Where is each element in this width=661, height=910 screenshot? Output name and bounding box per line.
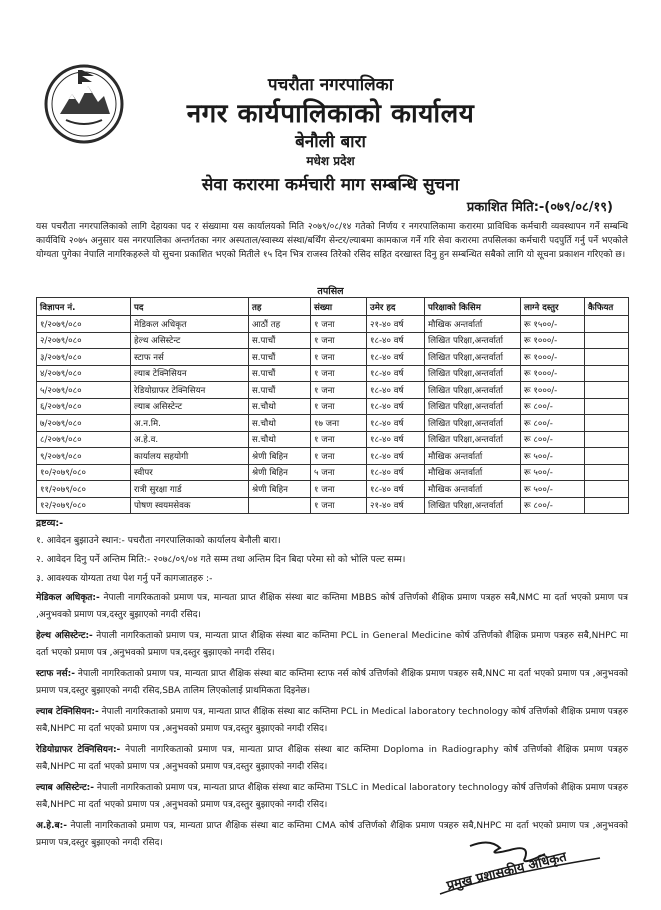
cell-exam-type: मौखिक अन्तर्वार्ता bbox=[425, 464, 521, 481]
col-header-count: संख्या bbox=[311, 298, 367, 316]
cell-remarks bbox=[585, 481, 629, 498]
requirement-text: नेपाली नागरिकताको प्रमाण पत्र, मान्यता प्राप्त शैक्षिक संस्था बाट कम्तिमा PCL in Medical laboratory technology कोर्ष उत्तिर्णको शैक्षिक प्रमाण पत्रहरु सबै,NHPC मा दर्ता भएको प्रमाण पत्र ,अनुभवको प्रमाण पत्र,दस्तुर बुझाएको नगदी रसिद। bbox=[36, 707, 628, 734]
table-row bbox=[37, 316, 629, 333]
cell-ad-no: १/२०७९/०८० bbox=[37, 316, 131, 333]
cell-ad-no: १२/२०७९/०८० bbox=[37, 497, 131, 514]
requirement-post: अ.हे.ब:- bbox=[36, 821, 67, 831]
col-header-fee: लाग्ने दस्तुर bbox=[521, 298, 585, 316]
cell-post: स्टाफ नर्स bbox=[131, 349, 249, 366]
cell-level: स.चौथो bbox=[249, 415, 311, 432]
cell-count: १ जना bbox=[311, 382, 367, 399]
cell-age: १८-४० वर्ष bbox=[367, 481, 425, 498]
cell-post: मेडिकल अधिकृत bbox=[131, 316, 249, 333]
requirement-post: स्टाफ नर्स:- bbox=[36, 669, 75, 679]
cell-exam-type: लिखित परिक्षा,अन्तर्वार्ता bbox=[425, 332, 521, 349]
table-row bbox=[37, 464, 629, 481]
requirements-list bbox=[36, 590, 628, 852]
cell-post: अ.हे.व. bbox=[131, 431, 249, 448]
cell-ad-no: ३/२०७९/०८० bbox=[37, 349, 131, 366]
documents-heading: ३. आवश्यक योग्यता तथा पेश गर्नु पर्ने कागजातहरु :- bbox=[36, 573, 213, 584]
cell-fee: रू १०००/- bbox=[521, 349, 585, 366]
office-location: बेनौली बारा bbox=[295, 132, 366, 152]
cell-count: १ जना bbox=[311, 497, 367, 514]
cell-level: स.पाचौं bbox=[249, 332, 311, 349]
cell-level bbox=[249, 497, 311, 514]
table-row bbox=[37, 332, 629, 349]
cell-ad-no: ५/२०७९/०८० bbox=[37, 382, 131, 399]
cell-count: ५ जना bbox=[311, 464, 367, 481]
cell-level: श्रेणी बिहिन bbox=[249, 481, 311, 498]
cell-exam-type: मौखिक अन्तर्वार्ता bbox=[425, 481, 521, 498]
cell-post: कार्यालय सहयोगी bbox=[131, 448, 249, 465]
cell-ad-no: २/२०७९/०८० bbox=[37, 332, 131, 349]
cell-count: १ जना bbox=[311, 448, 367, 465]
cell-post: पोषण स्वयमसेवक bbox=[131, 497, 249, 514]
cell-age: २१-४० वर्ष bbox=[367, 316, 425, 333]
col-header-level: तह bbox=[249, 298, 311, 316]
requirement-text: नेपाली नागरिकताको प्रमाण पत्र, मान्यता प्राप्त शैक्षिक संस्था बाट कम्तिमा PCL in General Medicine कोर्ष उत्तिर्णको शैक्षिक प्रमाण पत्रहरु सबै,NHPC मा दर्ता भएको प्रमाण पत्र ,अनुभवको प्रमाण पत्र,दस्तुर बुझाएको नगदी रसिद। bbox=[36, 631, 628, 658]
requirement-post: ल्याब असिस्टेन्ट:- bbox=[36, 783, 94, 793]
cell-level: स.पाचौं bbox=[249, 382, 311, 399]
officer-signature bbox=[430, 836, 615, 898]
cell-level: स.पाचौं bbox=[249, 349, 311, 366]
cell-remarks bbox=[585, 316, 629, 333]
requirement-text: नेपाली नागरिकताको प्रमाण पत्र, मान्यता प्राप्त शैक्षिक संस्था बाट कम्तिमा Doploma in Radiography कोर्ष उत्तिर्णको शैक्षिक प्रमाण पत्रहरु सबै,NHPC मा दर्ता भएको प्रमाण पत्र ,अनुभवको प्रमाण पत्र,दस्तुर बुझाएको नगदी रसिद। bbox=[36, 745, 628, 772]
cell-count: १ जना bbox=[311, 398, 367, 415]
table-row bbox=[37, 415, 629, 432]
notes-heading: द्रष्टव्य:- bbox=[36, 518, 64, 529]
cell-ad-no: ४/२०७९/०८० bbox=[37, 365, 131, 382]
requirement-item bbox=[36, 742, 628, 776]
table-row bbox=[37, 448, 629, 465]
cell-fee: रू ५००/- bbox=[521, 448, 585, 465]
cell-fee: रू ५००/- bbox=[521, 481, 585, 498]
table-row bbox=[37, 497, 629, 514]
col-header-age: उमेर हद bbox=[367, 298, 425, 316]
vacancy-table bbox=[36, 297, 629, 514]
cell-ad-no: ६/२०७९/०८० bbox=[37, 398, 131, 415]
cell-fee: रू १०००/- bbox=[521, 332, 585, 349]
cell-ad-no: ८/२०७९/०८० bbox=[37, 431, 131, 448]
requirement-post: रेडियोग्राफर टेक्निसियन:- bbox=[36, 745, 121, 755]
table-row bbox=[37, 349, 629, 366]
cell-remarks bbox=[585, 448, 629, 465]
cell-level: स.चौथो bbox=[249, 431, 311, 448]
col-header-exam-type: परिक्षाको किसिम bbox=[425, 298, 521, 316]
table-row bbox=[37, 398, 629, 415]
published-date: प्रकाशित मिति:-(०७९/०८/१९) bbox=[466, 200, 613, 215]
requirement-item bbox=[36, 780, 628, 814]
table-body bbox=[37, 316, 629, 514]
cell-count: १ जना bbox=[311, 431, 367, 448]
svg-text:प्रमुख प्रशासकीय अधिकृत: प्रमुख प्रशासकीय अधिकृत bbox=[445, 849, 569, 894]
cell-exam-type: मौखिक अन्तर्वार्ता bbox=[425, 448, 521, 465]
deadline: २. आवेदन दिनु पर्ने अन्तिम मिति:- २०७८/०९/०४ गते सम्म तथा अन्तिम दिन बिदा परेमा सो को भोलि पल्ट सम्म। bbox=[36, 554, 406, 565]
cell-count: १ जना bbox=[311, 332, 367, 349]
notice-title: सेवा करारमा कर्मचारी माग सम्बन्धि सुचना bbox=[201, 175, 460, 195]
cell-ad-no: ११/२०७९/०८० bbox=[37, 481, 131, 498]
cell-exam-type: लिखित परिक्षा,अन्तर्वार्ता bbox=[425, 431, 521, 448]
cell-age: १८-४० वर्ष bbox=[367, 448, 425, 465]
cell-fee: रू ५००/- bbox=[521, 464, 585, 481]
province-name: मधेश प्रदेश bbox=[306, 154, 355, 168]
cell-level: स.पाचौं bbox=[249, 365, 311, 382]
cell-age: २१-४० वर्ष bbox=[367, 497, 425, 514]
cell-remarks bbox=[585, 349, 629, 366]
requirement-item bbox=[36, 590, 628, 624]
cell-remarks bbox=[585, 365, 629, 382]
cell-post: रात्री सुरक्षा गार्ड bbox=[131, 481, 249, 498]
cell-post: ल्याब असिस्टेन्ट bbox=[131, 398, 249, 415]
cell-exam-type: लिखित परिक्षा,अन्तर्वार्ता bbox=[425, 349, 521, 366]
requirement-text: नेपाली नागरिकताको प्रमाण पत्र, मान्यता प्राप्त शैक्षिक संस्था बाट कम्तिमा TSLC in Medical laboratory technology कोर्ष उत्तिर्णको शैक्षिक प्रमाण पत्रहरु सबै,NHPC मा दर्ता भएको प्रमाण पत्र ,अनुभवको प्रमाण पत्र,दस्तुर बुझाएको नगदी रसिद। bbox=[36, 783, 628, 810]
cell-age: १८-४० वर्ष bbox=[367, 349, 425, 366]
cell-age: १८-४० वर्ष bbox=[367, 365, 425, 382]
cell-remarks bbox=[585, 415, 629, 432]
cell-fee: रू १०००/- bbox=[521, 365, 585, 382]
cell-remarks bbox=[585, 497, 629, 514]
cell-post: हेल्थ असिस्टेन्ट bbox=[131, 332, 249, 349]
col-header-post: पद bbox=[131, 298, 249, 316]
cell-exam-type: लिखित परिक्षा,अन्तर्वार्ता bbox=[425, 415, 521, 432]
requirement-item bbox=[36, 628, 628, 662]
cell-age: १८-४० वर्ष bbox=[367, 464, 425, 481]
cell-ad-no: ७/२०७९/०८० bbox=[37, 415, 131, 432]
cell-exam-type: लिखित परिक्षा,अन्तर्वार्ता bbox=[425, 398, 521, 415]
table-caption: तपसिल bbox=[317, 286, 344, 297]
cell-fee: रू ८००/- bbox=[521, 497, 585, 514]
requirement-text: नेपाली नागरिकताको प्रमाण पत्र, मान्यता प्राप्त शैक्षिक संस्था बाट कम्तिमा CMA कोर्ष उत्तिर्णको शैक्षिक प्रमाण पत्रहरु सबै,NHPC मा दर्ता भएको प्रमाण पत्र ,अनुभवको प्रमाण पत्र,दस्तुर बुझाएको नगदी रसिद। bbox=[36, 821, 628, 848]
requirement-text: नेपाली नागरिकताको प्रमाण पत्र, मान्यता प्राप्त शैक्षिक संस्था बाट कम्तिमा स्टाफ नर्स कोर्ष उत्तिर्णको शैक्षिक प्रमाण पत्रहरु सबै,NNC मा दर्ता भएको प्रमाण पत्र ,अनुभवको प्रमाण पत्र,दस्तुर बुझाएको नगदी रसिद,SBA तालिम लिएकोलाई प्राथमिकता दिइनेछ। bbox=[36, 669, 628, 696]
cell-age: १८-४० वर्ष bbox=[367, 398, 425, 415]
table-row bbox=[37, 382, 629, 399]
cell-level: स.चौथो bbox=[249, 398, 311, 415]
requirement-item bbox=[36, 704, 628, 738]
cell-age: १८-४० वर्ष bbox=[367, 431, 425, 448]
table-row bbox=[37, 481, 629, 498]
cell-age: १८-४० वर्ष bbox=[367, 382, 425, 399]
cell-level: श्रेणी बिहिन bbox=[249, 464, 311, 481]
cell-post: रेडियोग्राफर टेक्निसियन bbox=[131, 382, 249, 399]
cell-remarks bbox=[585, 332, 629, 349]
cell-post: ल्याब टेक्निसियन bbox=[131, 365, 249, 382]
col-header-remarks: कैफियत bbox=[585, 298, 629, 316]
cell-level: आठौं तह bbox=[249, 316, 311, 333]
cell-exam-type: लिखित परिक्षा,अन्तर्वार्ता bbox=[425, 382, 521, 399]
cell-count: १७ जना bbox=[311, 415, 367, 432]
requirement-text: नेपाली नागरिकताको प्रमाण पत्र, मान्यता प्राप्त शैक्षिक संस्था बाट कम्तिमा MBBS कोर्ष उत्तिर्णको शैक्षिक प्रमाण पत्रहरु सबै,NMC मा दर्ता भएको प्रमाण पत्र ,अनुभवको प्रमाण पत्र,दस्तुर बुझाएको नगदी रसिद। bbox=[36, 593, 628, 620]
cell-fee: रू १५००/- bbox=[521, 316, 585, 333]
table-header-row bbox=[37, 298, 629, 316]
office-name: नगर कार्यपालिकाको कार्यालय bbox=[186, 99, 475, 129]
cell-remarks bbox=[585, 382, 629, 399]
cell-fee: रू ८००/- bbox=[521, 415, 585, 432]
table-row bbox=[37, 365, 629, 382]
cell-count: १ जना bbox=[311, 316, 367, 333]
notes-section bbox=[36, 516, 628, 856]
cell-ad-no: ९/२०७९/०८० bbox=[37, 448, 131, 465]
cell-age: १८-४० वर्ष bbox=[367, 415, 425, 432]
cell-exam-type: लिखित परिक्षा,अन्तर्वार्ता bbox=[425, 497, 521, 514]
cell-remarks bbox=[585, 464, 629, 481]
cell-post: स्वीपर bbox=[131, 464, 249, 481]
cell-ad-no: १०/२०७९/०८० bbox=[37, 464, 131, 481]
col-header-ad-no: विज्ञापन नं. bbox=[37, 298, 131, 316]
requirement-post: हेल्थ असिस्टेन्ट:- bbox=[36, 631, 93, 641]
requirement-post: मेडिकल अधिकृत:- bbox=[36, 593, 100, 603]
cell-fee: रू ८००/- bbox=[521, 431, 585, 448]
cell-remarks bbox=[585, 431, 629, 448]
cell-post: अ.न.मि. bbox=[131, 415, 249, 432]
cell-age: १८-४० वर्ष bbox=[367, 332, 425, 349]
requirement-item bbox=[36, 666, 628, 700]
cell-level: श्रेणी बिहिन bbox=[249, 448, 311, 465]
cell-fee: रू ८००/- bbox=[521, 398, 585, 415]
submission-place: १. आवेदन बुझाउने स्थान:- पचरौता नगरपालिकाको कार्यालय बेनौली बारा। bbox=[36, 535, 281, 546]
cell-count: १ जना bbox=[311, 349, 367, 366]
cell-count: १ जना bbox=[311, 365, 367, 382]
intro-paragraph: यस पचरौता नगरपालिकाको लागि देहायका पद र संख्यामा यस कार्यालयको मिति २०७९/०८/१४ गतेको निर्णय र नगरपालिकामा करारमा प्राविधिक कर्मचारी व्यवस्थापन गर्ने सम्बन्धि कार्यविधि २०७५ अनुसार यस नगरपालिका अन्तर्गतका नगर अस्पताल/स्वास्थ्य संस्था/बर्थिंग सेन्टर/ल्याबमा कामकाज गर्ने गरि सेवा करारमा तपसिलका कर्मचारी पदपुर्ति गर्नु पर्ने भएकोले योग्यता पुगेका नेपालि नागरिकहरुले यो सुचना प्रकाशित भएको मितीले १५ दिन भित्र राजस्व तिरेको रसिद सहित दरखास्त दिनु हुन सम्बन्धित सबैको लागि यो सूचना प्रकाशन गरिएको छ। bbox=[36, 222, 628, 260]
cell-fee: रू १०००/- bbox=[521, 382, 585, 399]
cell-exam-type: मौखिक अन्तर्वार्ता bbox=[425, 316, 521, 333]
cell-count: १ जना bbox=[311, 481, 367, 498]
municipality-name: पचरौता नगरपालिका bbox=[267, 75, 394, 95]
cell-exam-type: लिखित परिक्षा,अन्तर्वार्ता bbox=[425, 365, 521, 382]
requirement-post: ल्याब टेक्निसियन:- bbox=[36, 707, 99, 717]
table-row bbox=[37, 431, 629, 448]
cell-remarks bbox=[585, 398, 629, 415]
